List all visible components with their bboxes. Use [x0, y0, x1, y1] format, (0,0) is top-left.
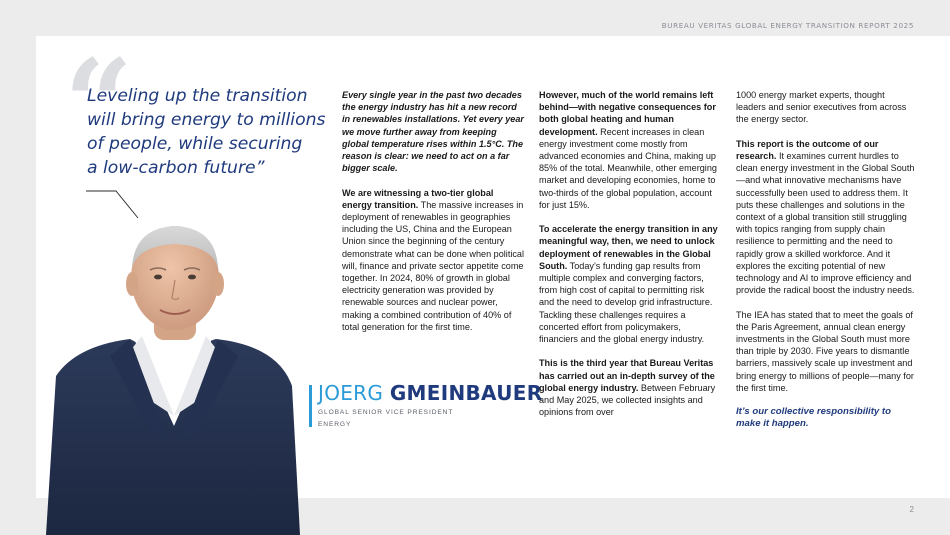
signatory-name — [318, 381, 542, 405]
signatory-title: GLOBAL SENIOR VICE PRESIDENT — [318, 409, 454, 416]
paragraph-bold: This is the third year that Bureau Veritas has carried out an in-depth survey of the global energy industry. — [539, 358, 715, 393]
text-column-1 — [342, 89, 524, 345]
paragraph — [539, 357, 719, 418]
signatory-division: ENERGY — [318, 421, 352, 428]
paragraph-text: It examines current hurdles to clean energy investment in the Global South—and what innovative mechanisms have successfully been used to address them. It puts these challenges and solutions in the context of a global transition still struggling with topics ranging from supply chain resilience to permitting and the need to rapidly grow a skilled workforce. And it explores the exciting potential of new technology and AI to improve efficiency and provide the radical boost the industry needs. — [736, 151, 915, 296]
paragraph-text: The massive increases in deployment of renewables in geographies including the US, China and the European Union since the beginning of the century demonstrate what can be done when political will, finance and private sector appetite come together. In 2024, 80% of growth in global electricity generation was provided by renewable sources and nuclear power, making a combined contribution of 40% of total generation for the first time. — [342, 199, 524, 332]
paragraph-bold: However, much of the world remains left behind—with negative consequences for both global heating and human development. — [539, 90, 716, 137]
paragraph-bold: This report is the outcome of our research. — [736, 138, 879, 161]
pull-quote-line: will bring energy to millions — [87, 110, 326, 130]
closing-statement: It’s our collective responsibility to make it happen. — [736, 406, 891, 430]
paragraph-text: Recent increases in clean energy investment come mostly from advanced economies and China, making up 85% of the total. Meanwhile, other emerging market and developing economies, home to two-thirds of the global population, account for just 15%. — [539, 126, 717, 210]
paragraph — [736, 138, 916, 297]
quote-mark-icon: “ — [64, 33, 134, 174]
quote-callout-pointer — [86, 188, 146, 224]
paragraph: 1000 energy market experts, thought leaders and senior executives from across the energy sector. — [736, 90, 907, 125]
paragraph-bold: To accelerate the energy transition in any meaningful way, then, we need to unlock deployment of renewables in the Global South. — [539, 224, 718, 271]
paragraph-text: Today’s funding gap results from multiple complex and converging factors, from high cost of capital to permitting risk and the need to develop grid infrastructure. Tackling these challenges requires a concerted effort from policymakers, financiers and the global energy industry. — [539, 260, 713, 345]
signatory-role — [318, 407, 453, 431]
pull-quote-line: of people, while securing — [87, 134, 303, 154]
paragraph-text: Between February and May 2025, we collected insights and opinions from over — [539, 382, 716, 418]
signatory-first-name: JOERG — [318, 381, 384, 405]
page-number: 2 — [909, 505, 914, 514]
text-column-2 — [539, 89, 719, 431]
lead-paragraph: Every single year in the past two decades the energy industry has hit a new record in renewables installations. Yet every year we move further away from keeping global temperature rises within 1.5°C. The reason is clear: we need to act on a far bigger scale. — [342, 90, 524, 174]
pull-quote-line: Leveling up the transition — [87, 86, 308, 106]
signature-accent-bar — [309, 385, 312, 427]
paragraph: The IEA has stated that to meet the goals of the Paris Agreement, annual clean energy investments in the Global South must more than triple by 2030. Five years to dismantle barriers, massively scale up investment and bring energy to millions of people—many for the first time. — [736, 309, 914, 393]
report-header-title: BUREAU VERITAS GLOBAL ENERGY TRANSITION REPORT 2025 — [661, 21, 914, 30]
paragraph — [539, 89, 719, 211]
signatory-last-name: GMEINBAUER — [389, 381, 543, 405]
pull-quote — [87, 84, 327, 180]
text-column-3 — [736, 89, 916, 443]
paragraph-bold: We are witnessing a two-tier global energy transition. — [342, 187, 494, 210]
pull-quote-line: a low-carbon future” — [87, 158, 265, 178]
paragraph — [539, 223, 719, 345]
paragraph — [342, 187, 524, 333]
portrait-photo — [46, 226, 300, 535]
